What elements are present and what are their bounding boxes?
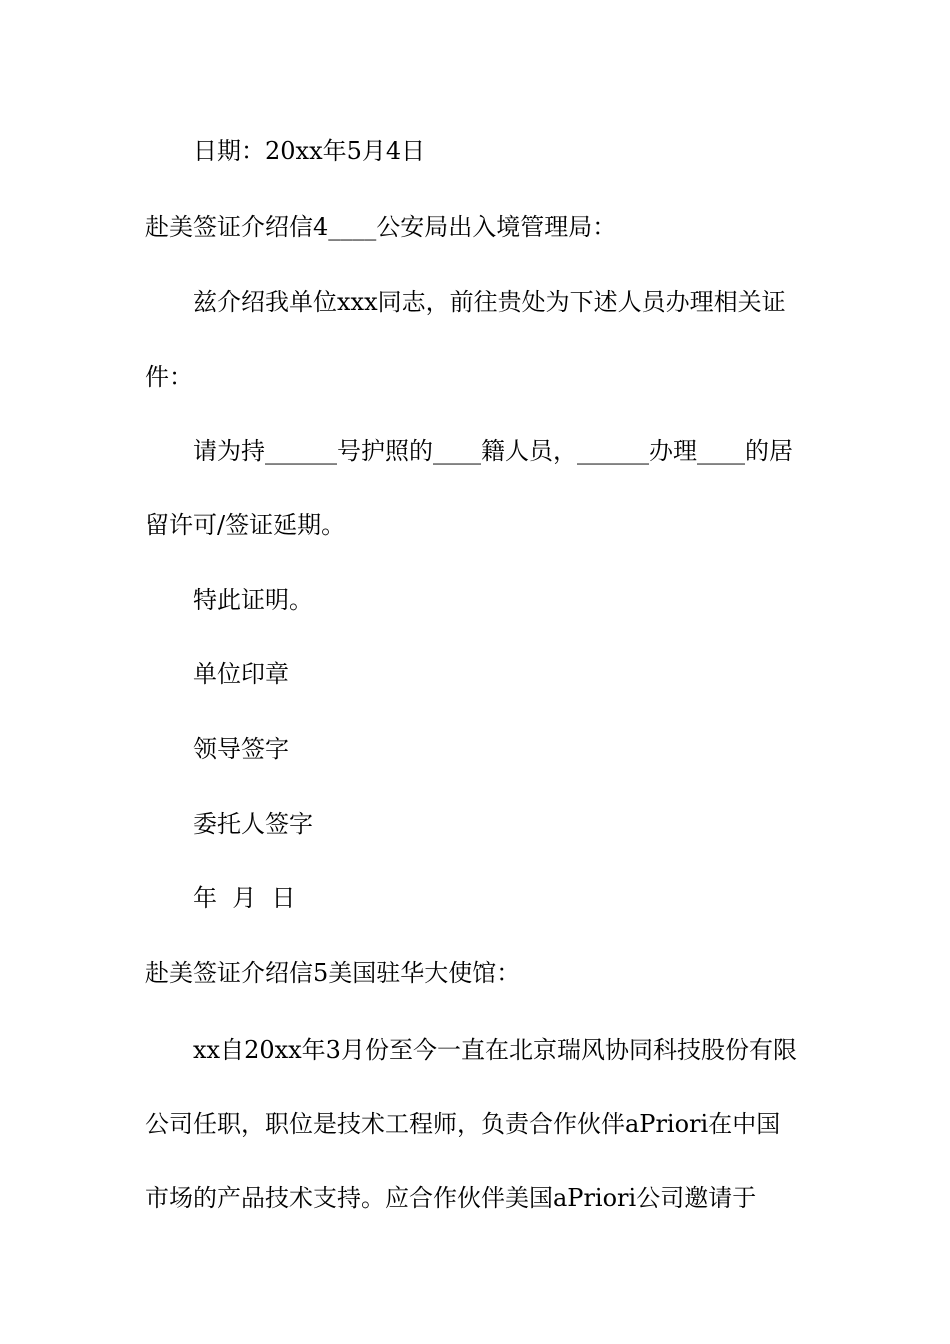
paragraph-line: xx自20xx年3月份至今一直在北京瑞风协同科技股份有限 bbox=[193, 1036, 797, 1064]
leader-signature-label: 领导签字 bbox=[193, 735, 289, 763]
paragraph-line: 件： bbox=[145, 363, 193, 391]
client-signature-label: 委托人签字 bbox=[193, 810, 313, 838]
paragraph-line: 请为持______号护照的____籍人员，______办理____的居 bbox=[193, 437, 793, 465]
date-blank-line: 年 月 日 bbox=[193, 884, 296, 912]
paragraph-line: 公司任职，职位是技术工程师，负责合作伙伴aPriori在中国 bbox=[145, 1110, 781, 1138]
letter-4-heading: 赴美签证介绍信4____公安局出入境管理局： bbox=[145, 213, 617, 241]
letter-5-heading: 赴美签证介绍信5美国驻华大使馆： bbox=[145, 959, 521, 987]
paragraph-line: 兹介绍我单位xxx同志，前往贵处为下述人员办理相关证 bbox=[193, 288, 786, 316]
date-line: 日期：20xx年5月4日 bbox=[193, 137, 426, 165]
paragraph-line: 留许可/签证延期。 bbox=[145, 511, 346, 539]
certify-line: 特此证明。 bbox=[193, 586, 313, 614]
unit-seal-label: 单位印章 bbox=[193, 660, 289, 688]
paragraph-line: 市场的产品技术支持。应合作伙伴美国aPriori公司邀请于 bbox=[145, 1184, 757, 1212]
